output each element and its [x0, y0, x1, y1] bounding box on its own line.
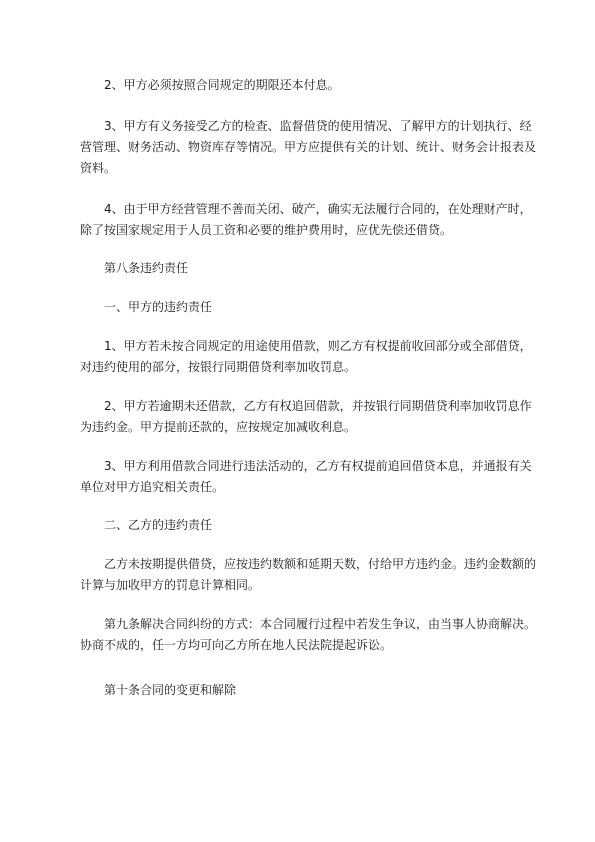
heading-party-b-liability: 二、乙方的违约责任 — [104, 518, 213, 532]
paragraph-misuse-of-funds: 1、甲方若未按合同规定的用途使用借款，则乙方有权提前收回部分或全部借贷，对违约使用的部分，按银行同期借贷利率加收罚息。 — [80, 339, 532, 374]
paragraph-overdue-repayment: 2、甲方若逾期未还借款，乙方有权追回借款，并按银行同期借贷利率加收罚息作为违约金。甲方提前还款的，应按规定加减收利息。 — [80, 399, 532, 434]
heading-article-ten: 第十条合同的变更和解除 — [104, 683, 237, 697]
heading-article-eight: 第八条违约责任 — [104, 261, 189, 275]
paragraph-bankruptcy: 4、由于甲方经营管理不善而关闭、破产，确实无法履行合同的，在处理财产时，除了按国家规定用于人员工资和必要的维护费用时，应优先偿还借贷。 — [80, 202, 532, 237]
paragraph-inspection-duty: 3、甲方有义务接受乙方的检查、监督借贷的使用情况、了解甲方的计划执行、经营管理、财务活动、物资库存等情况。甲方应提供有关的计划、统计、财务会计报表及资料。 — [80, 119, 537, 175]
paragraph-late-loan-provision: 乙方未按期提供借贷，应按违约数额和延期天数，付给甲方违约金。违约金数额的计算与加收甲方的罚息计算相同。 — [80, 557, 537, 592]
heading-party-a-liability: 一、甲方的违约责任 — [104, 300, 213, 314]
paragraph-repayment: 2、甲方必须按照合同规定的期限还本付息。 — [104, 78, 340, 92]
paragraph-illegal-activity: 3、甲方利用借款合同进行违法活动的，乙方有权提前追回借贷本息，并通报有关单位对甲方追究相关责任。 — [80, 459, 532, 494]
paragraph-dispute-resolution: 第九条解决合同纠纷的方式：本合同履行过程中若发生争议，由当事人协商解决。协商不成的，任一方均可向乙方所在地人民法院提起诉讼。 — [80, 617, 537, 652]
